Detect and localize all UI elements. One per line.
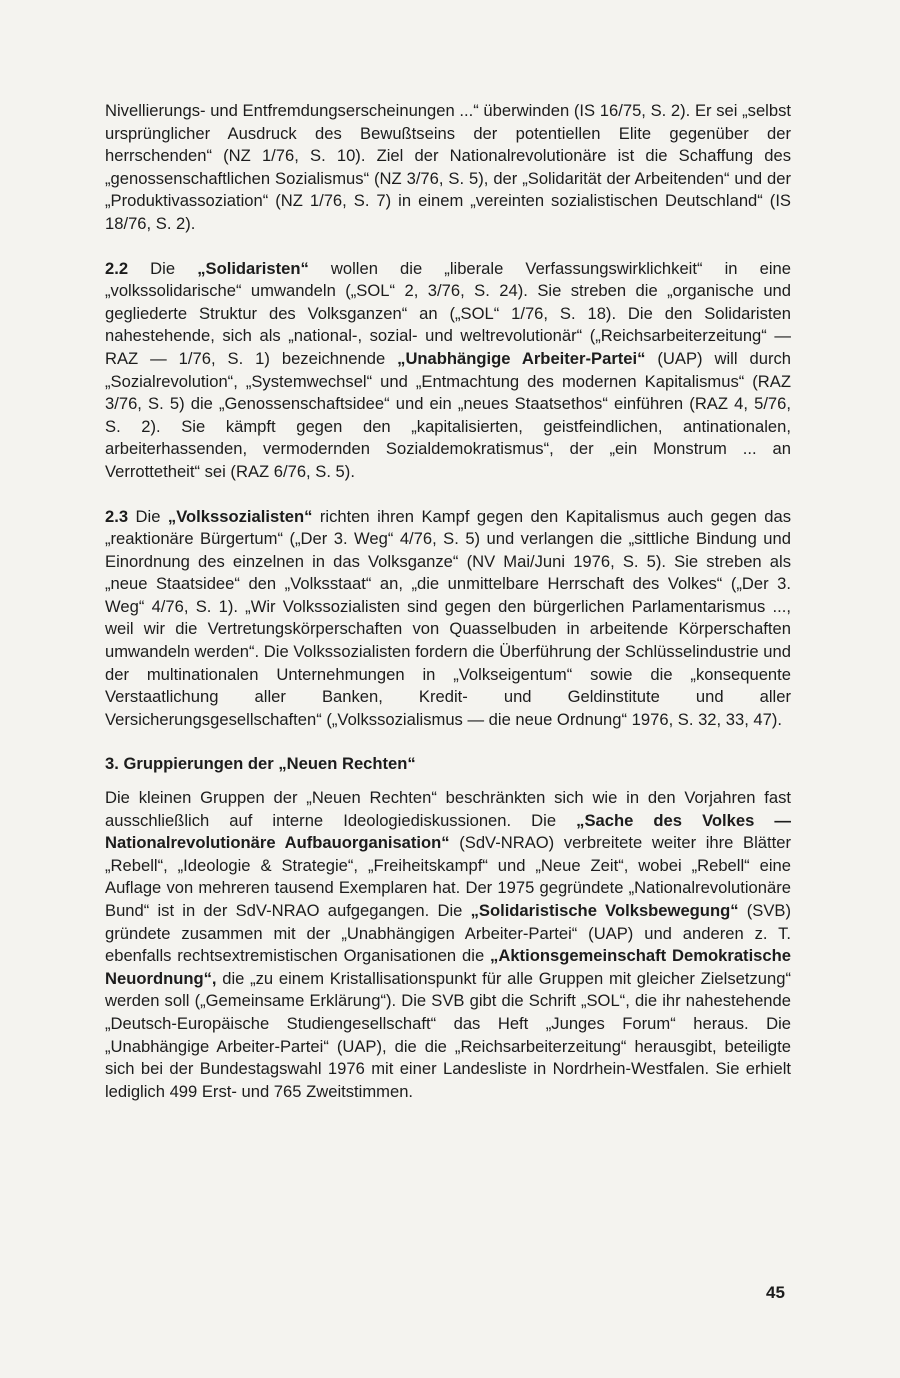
document-page [105, 100, 791, 1103]
term-sdv-nrao: „Sache des Volkes — Nationalrevolutionäre Aufbauorganisation“ [105, 810, 791, 853]
term-solidaristen: „Solidaristen“ [197, 258, 309, 278]
section-number-2-2: 2.2 [105, 258, 129, 278]
page-number: 45 [766, 1283, 785, 1302]
text-run: (SVB) gründete zusammen mit der „Unabhängigen Arbeiter-Partei“ (UAP) und anderen z. T. ebenfalls rechtsextremistischen Organisationen die [105, 901, 791, 966]
paragraph-3 [105, 787, 791, 1103]
text-run: richten ihren Kampf gegen den Kapitalismus auch gegen das „reaktionäre Bürgertum“ („Der 3. Weg“ 4/76, S. 5) und verlangen die „sittliche Bindung und Einordnung des einzelnen in das Volksganze“ (NV Mai/Juni 1976, S. 5). Sie streben als „neue Staatsidee“ den „Volksstaat“ an, „die unmittelbare Herrschaft des Volkes“ („Der 3. Weg“ 4/76, S. 1). „Wir Volkssozialisten sind gegen den bürgerlichen Parlamentarismus ..., weil wir die Vertretungskörperschaften von Quasselbuden in arbeitende Körperschaften umwandeln werden“. Die Volkssozialisten fordern die Überführung der Schlüsselindustrie und der multinationalen Unternehmungen in „Volkseigentum“ sowie die „konsequente Verstaatlichung aller Banken, Kredit- und Geldinstitute und aller Versicherungsgesellschaften“ („Volkssozialismus — die neue Ordnung“ 1976, S. 32, 33, 47). [105, 506, 791, 729]
paragraph-2-2 [105, 258, 791, 484]
text-run: (SdV-NRAO) verbreitete weiter ihre Blätter „Rebell“, „Ideologie & Strategie“, „Freiheitskampf“ und „Neue Zeit“, wobei „Rebell“ eine Auflage von mehreren tausend Exemplaren hat. Der 1975 gegründete „Nationalrevolutionäre Bund“ ist in der SdV-NRAO aufgegangen. Die [105, 833, 791, 920]
section-number-2-3: 2.3 [105, 506, 129, 526]
text-run: Die [128, 258, 198, 278]
term-volkssozialisten: „Volkssozialisten“ [167, 506, 313, 526]
term-svb: „Solidaristische Volksbewegung“ [470, 901, 739, 920]
term-uap: „Unabhängige Arbeiter-Partei“ [397, 348, 646, 368]
text-run: Die kleinen Gruppen der „Neuen Rechten“ beschränkten sich wie in den Vorjahren fast ausschließlich auf interne Ideologiediskussionen. Die [105, 788, 791, 830]
text-run: wollen die „liberale Verfassungswirklichkeit“ in eine „volkssolidarische“ umwandeln („SOL“ 2, 3/76, S. 24). Sie streben die „organische und gegliederte Struktur des Volksganzen“ an („SOL“ 1/76, S. 18). Die den Solidaristen nahestehende, sich als „national-, sozial- und weltrevolutionär“ („Reichsarbeiterzeitung“ — RAZ — 1/76, S. 1) bezeichnende [105, 258, 791, 368]
paragraph-2-3 [105, 506, 791, 732]
term-aktionsgemeinschaft: „Aktionsgemeinschaft Demokratische Neuordnung“, [105, 946, 792, 988]
section-heading-3: 3. Gruppierungen der „Neuen Rechten“ [105, 754, 416, 774]
text-run: die „zu einem Kristallisationspunkt für alle Gruppen mit gleicher Zielsetzung“ werden soll („Gemeinsame Erklärung“). Die SVB gibt die Schrift „SOL“, die ihr nahestehende „Deutsch-Europäische Studiengesellschaft“ das Heft „Junges Forum“ heraus. Die „Unabhängige Arbeiter-Partei“ (UAP), die die „Reichsarbeiterzeitung“ herausgibt, beteiligte sich bei der Bundestagswahl 1976 mit einer Landesliste in Nordrhein-Westfalen. Sie erhielt lediglich 499 Erst- und 765 Zweitstimmen. [105, 968, 791, 1101]
paragraph-intro: Nivellierungs- und Entfremdungserscheinungen ...“ überwinden (IS 16/75, S. 2). Er sei „selbst ursprünglicher Ausdruck des Bewußtseins der potentiellen Elite gegenüber der herrschenden“ (NZ 1/76, S. 10). Ziel der Nationalrevolutionäre ist die Schaffung des „genossenschaftlichen Sozialismus“ (NZ 3/76, S. 5), der „Solidarität der Arbeitenden“ und der „Produktivassoziation“ (NZ 1/76, S. 7) in einem „vereinten sozialistischen Deutschland“ (IS 18/76, S. 2). [105, 101, 791, 233]
text-run: Die [128, 506, 168, 526]
text-run: (UAP) will durch „Sozialrevolution“, „Systemwechsel“ und „Entmachtung des modernen Kapitalismus“ (RAZ 3/76, S. 5) die „Genossenschaftsidee“ und ein „neues Staatsethos“ einführen (RAZ 4, 5/76, S. 2). Sie kämpft gegen den „kapitalisierten, geistfeindlichen, antinationalen, arbeiterhassenden, vermodernden Sozialdemokratismus“, der „ein Monstrum ... an Verrottetheit“ sei (RAZ 6/76, S. 5). [105, 348, 791, 481]
